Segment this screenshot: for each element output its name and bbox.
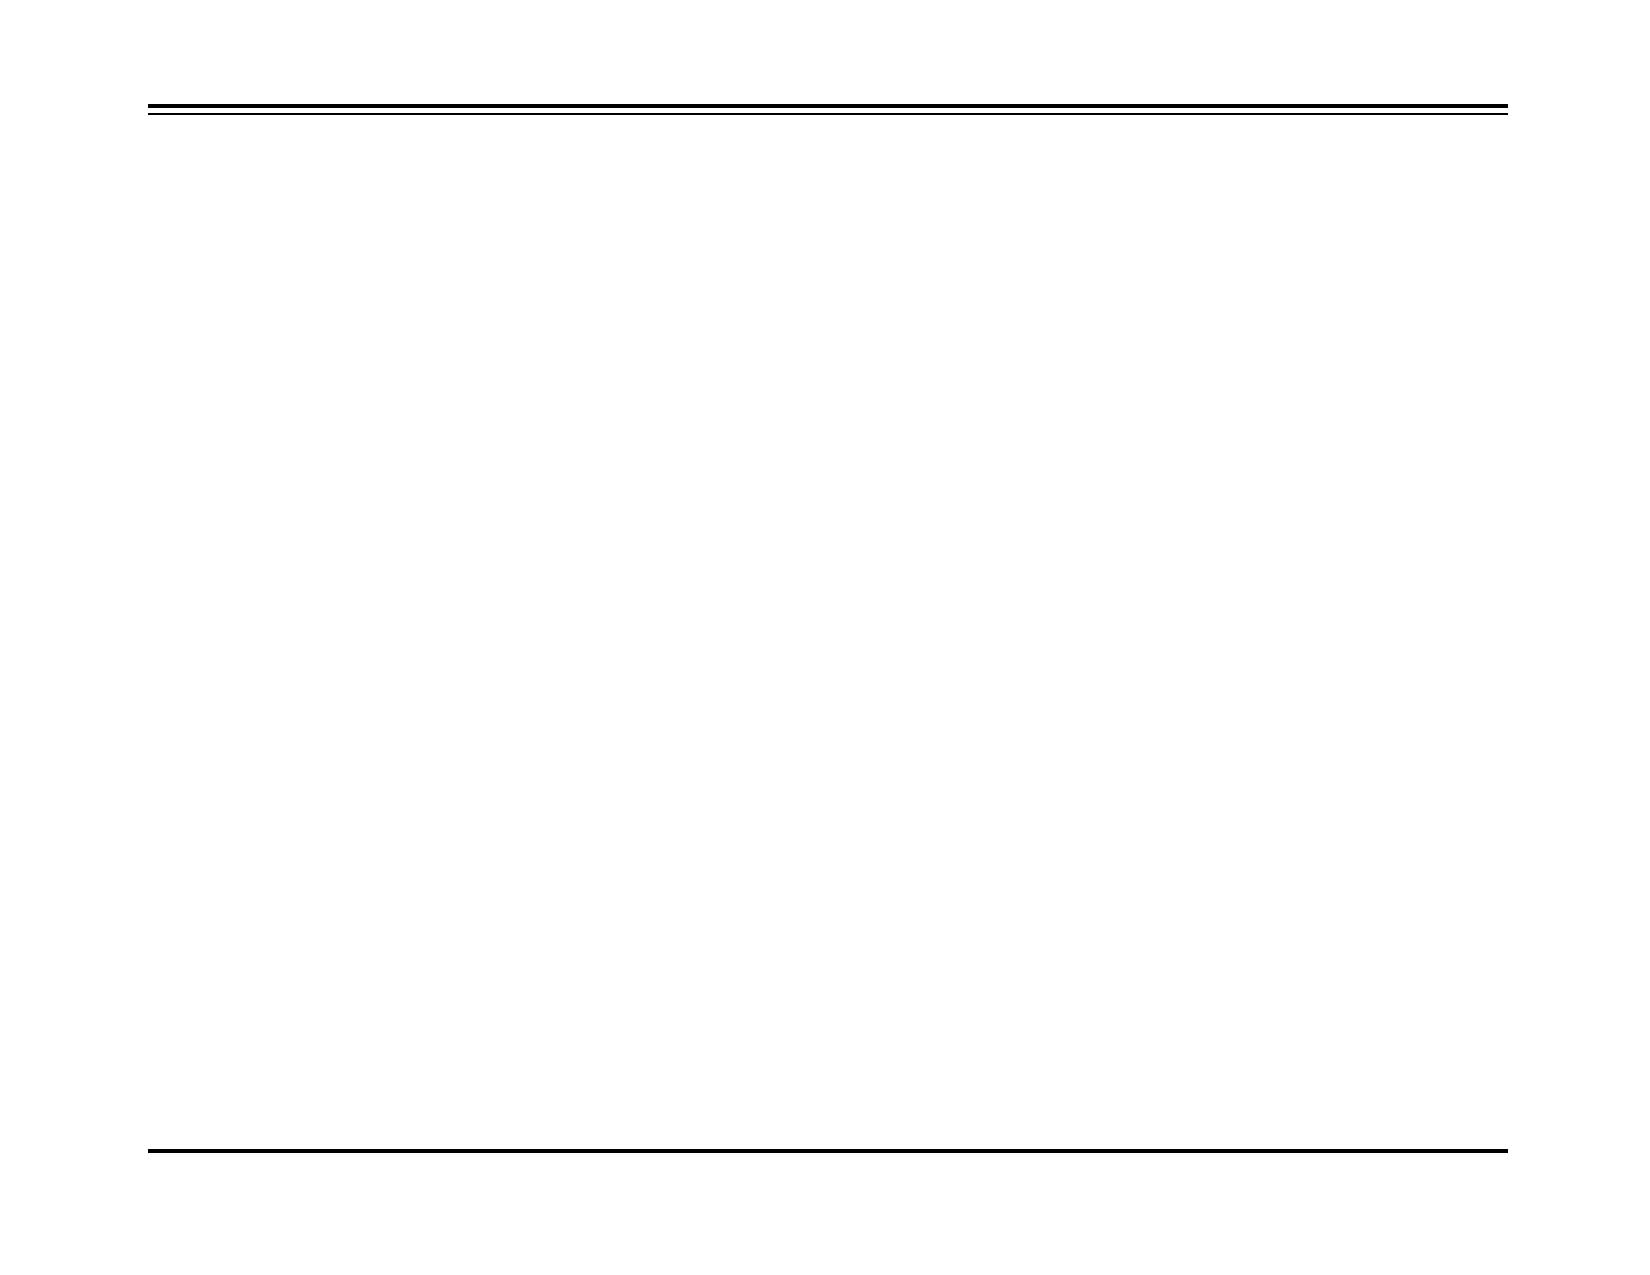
header-rule: [148, 104, 1508, 115]
footer-rule: [148, 1149, 1508, 1153]
